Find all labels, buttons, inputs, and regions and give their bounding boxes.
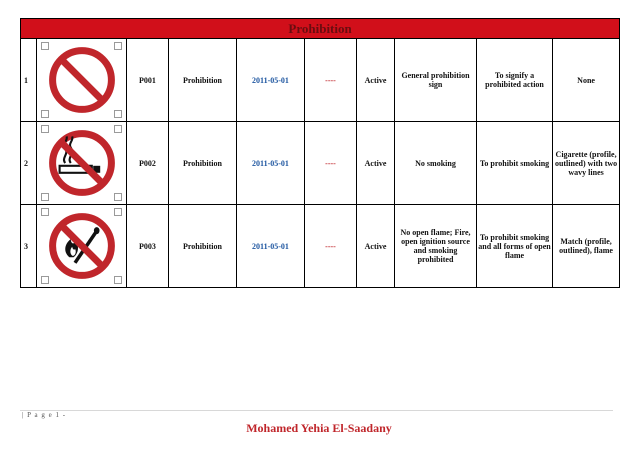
- sign-dash: ----: [305, 205, 357, 288]
- no-open-flame-icon: [47, 211, 117, 281]
- sign-category: Prohibition: [169, 39, 237, 122]
- row-index: 3: [21, 205, 37, 288]
- sign-category: Prohibition: [169, 122, 237, 205]
- sign-meaning: No smoking: [395, 122, 477, 205]
- no-smoking-icon: [47, 128, 117, 198]
- sign-date: 2011-05-01: [237, 122, 305, 205]
- table-title: Prohibition: [21, 19, 620, 39]
- sign-description: Cigarette (profile, outlined) with two wavy lines: [553, 122, 620, 205]
- table-row: [21, 205, 620, 288]
- sign-date: 2011-05-01: [237, 205, 305, 288]
- sign-status: Active: [357, 39, 395, 122]
- sign-status: Active: [357, 122, 395, 205]
- sign-description: None: [553, 39, 620, 122]
- footer-divider: [20, 410, 613, 411]
- page-number: | P a g e 1 -: [22, 411, 67, 419]
- sign-dash: ----: [305, 39, 357, 122]
- sign-category: Prohibition: [169, 205, 237, 288]
- table-row: [21, 39, 620, 122]
- sign-code: P001: [127, 39, 169, 122]
- row-index: 2: [21, 122, 37, 205]
- sign-purpose: To prohibit smoking: [477, 122, 553, 205]
- sign-code: P002: [127, 122, 169, 205]
- sign-purpose: To signify a prohibited action: [477, 39, 553, 122]
- prohibition-table: [20, 18, 620, 288]
- sign-purpose: To prohibit smoking and all forms of open flame: [477, 205, 553, 288]
- author-name: Mohamed Yehia El-Saadany: [246, 421, 392, 435]
- sign-date: 2011-05-01: [237, 39, 305, 122]
- sign-image-cell: [37, 39, 127, 122]
- sign-status: Active: [357, 205, 395, 288]
- sign-meaning: No open flame; Fire, open ignition source and smoking prohibited: [395, 205, 477, 288]
- table-row: [21, 122, 620, 205]
- general-prohibition-icon: [47, 45, 117, 115]
- sign-dash: ----: [305, 122, 357, 205]
- sign-image-cell: [37, 205, 127, 288]
- sign-image-cell: [37, 122, 127, 205]
- sign-code: P003: [127, 205, 169, 288]
- sign-description: Match (profile, outlined), flame: [553, 205, 620, 288]
- sign-meaning: General prohibition sign: [395, 39, 477, 122]
- row-index: 1: [21, 39, 37, 122]
